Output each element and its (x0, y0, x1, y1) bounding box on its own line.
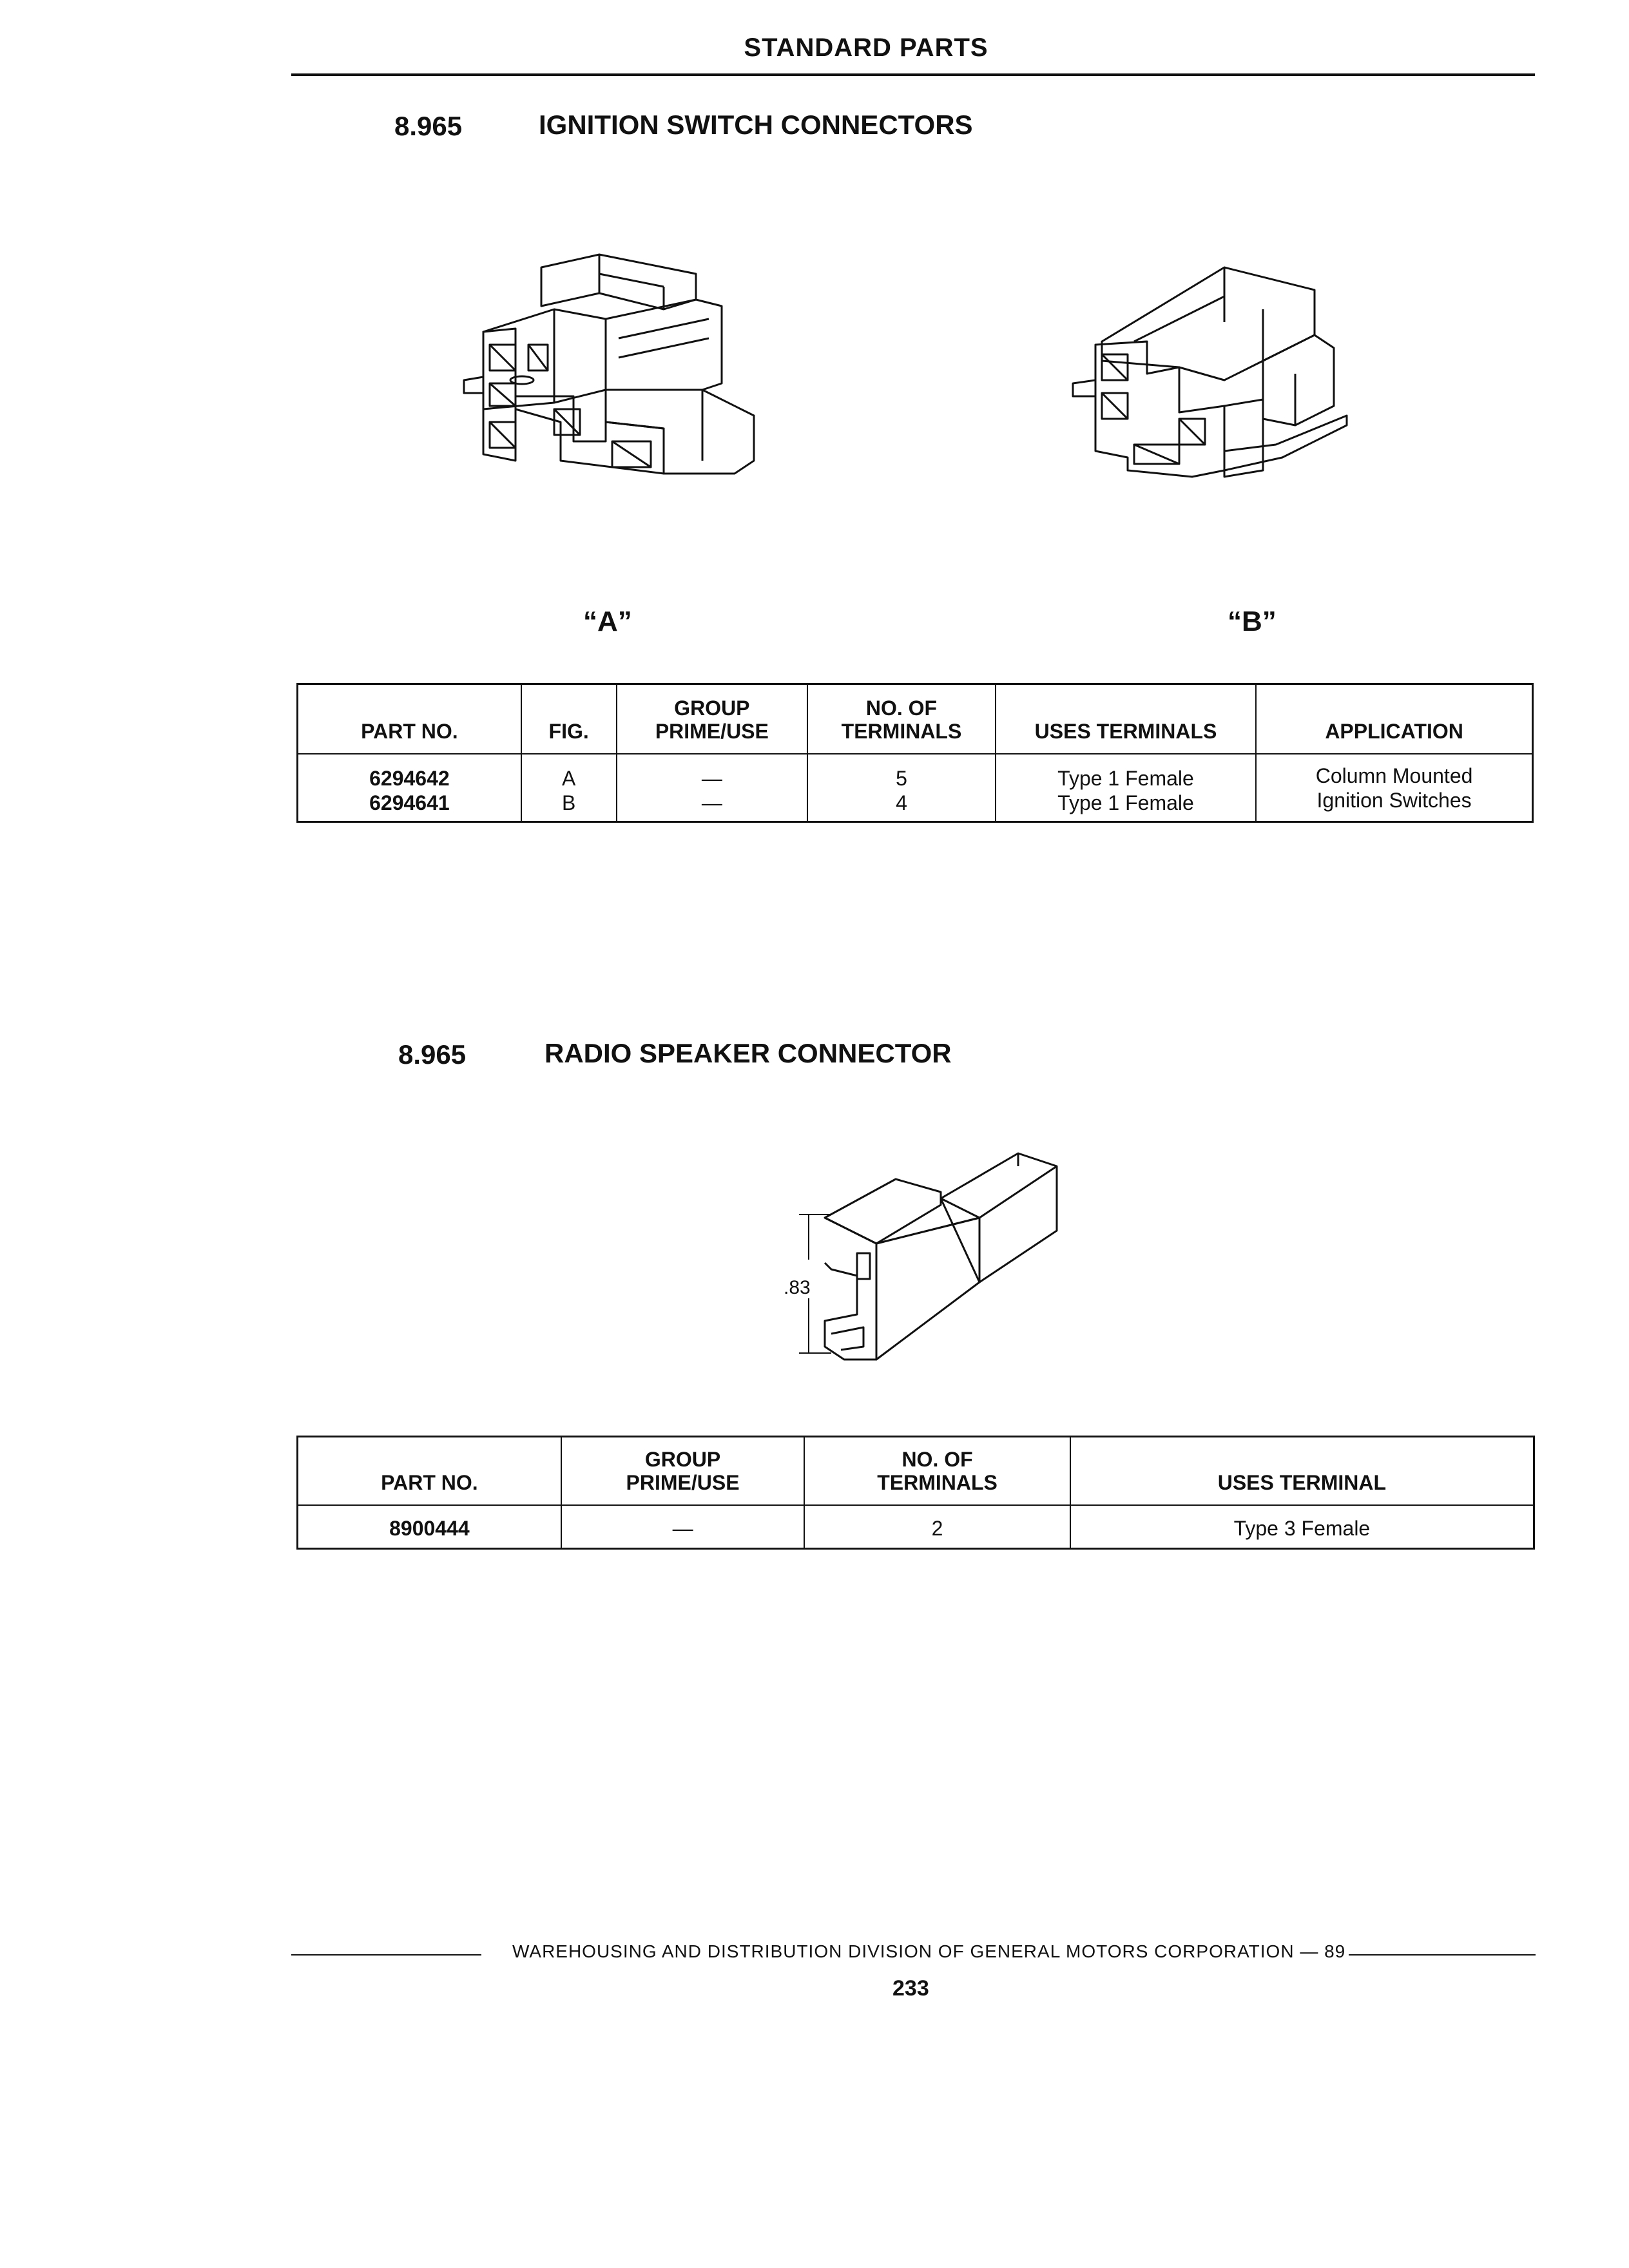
dimension-label: .83 (784, 1277, 811, 1298)
table-row: 6294642 (369, 766, 450, 790)
figure-b-label: “B” (1228, 606, 1277, 637)
table-row: 6294641 (369, 791, 450, 814)
col-application: APPLICATION (1256, 684, 1532, 754)
radio-speaker-connector-illustration (780, 1147, 1076, 1379)
col-group-prime-use: GROUP PRIME/USE (617, 684, 808, 754)
page-header-title: STANDARD PARTS (744, 34, 988, 62)
part-no-value: 8900444 (298, 1505, 561, 1549)
footer-text: WAREHOUSING AND DISTRIBUTION DIVISION OF GENERAL MOTORS CORPORATION — 89 (512, 1941, 1346, 1961)
section2-title: RADIO SPEAKER CONNECTOR (545, 1038, 952, 1068)
col-uses-terminals: USES TERMINALS (996, 684, 1256, 754)
application-value: Column Mounted (1315, 764, 1473, 787)
fig-value: A (561, 766, 576, 790)
group-value: — (701, 766, 722, 790)
terminals-value: 5 (896, 766, 907, 790)
terminals-cell (807, 754, 996, 822)
col-no-of-terminals: NO. OF TERMINALS (804, 1437, 1070, 1505)
connector-a-top (541, 255, 696, 309)
uses-value: Type 1 Female (1057, 766, 1194, 790)
figure-a-label: “A” (583, 606, 632, 637)
terminals-value: 4 (896, 791, 907, 814)
col-fig: FIG. (521, 684, 617, 754)
table-header-row (298, 684, 1533, 754)
table-header-row (298, 1437, 1534, 1505)
application-cell (1256, 754, 1532, 822)
col-part-no: PART NO. (298, 684, 521, 754)
section2-number: 8.965 (398, 1039, 467, 1070)
uses-value: Type 1 Female (1057, 791, 1194, 814)
footer-rule-right (1349, 1954, 1536, 1956)
part-no-cell (298, 754, 521, 822)
connector-b-illustration (1063, 258, 1373, 503)
header-rule (291, 73, 1535, 76)
col-group-prime-use: GROUP PRIME/USE (561, 1437, 805, 1505)
col-uses-terminal: USES TERMINAL (1070, 1437, 1534, 1505)
fig-cell (521, 754, 617, 822)
speaker-connector-rear (941, 1153, 1057, 1282)
connector-b-top (1102, 267, 1315, 380)
uses-value: Type 3 Female (1070, 1505, 1534, 1549)
uses-cell (996, 754, 1256, 822)
footer-rule-left (291, 1954, 481, 1956)
group-cell (617, 754, 808, 822)
table-row (298, 1505, 1534, 1549)
table-body (298, 754, 1533, 822)
terminals-value: 2 (804, 1505, 1070, 1549)
radio-speaker-connector-table (296, 1436, 1535, 1550)
col-no-of-terminals: NO. OF TERMINALS (807, 684, 996, 754)
connector-a-illustration (451, 248, 786, 493)
ignition-connectors-table (296, 683, 1534, 823)
group-value: — (701, 791, 722, 814)
col-part-no: PART NO. (298, 1437, 561, 1505)
section1-title: IGNITION SWITCH CONNECTORS (539, 110, 973, 140)
fig-value: B (561, 791, 576, 814)
group-value: — (561, 1505, 805, 1549)
page-number: 233 (892, 1976, 929, 2001)
application-value: Ignition Switches (1316, 788, 1472, 812)
section1-number: 8.965 (394, 111, 463, 141)
